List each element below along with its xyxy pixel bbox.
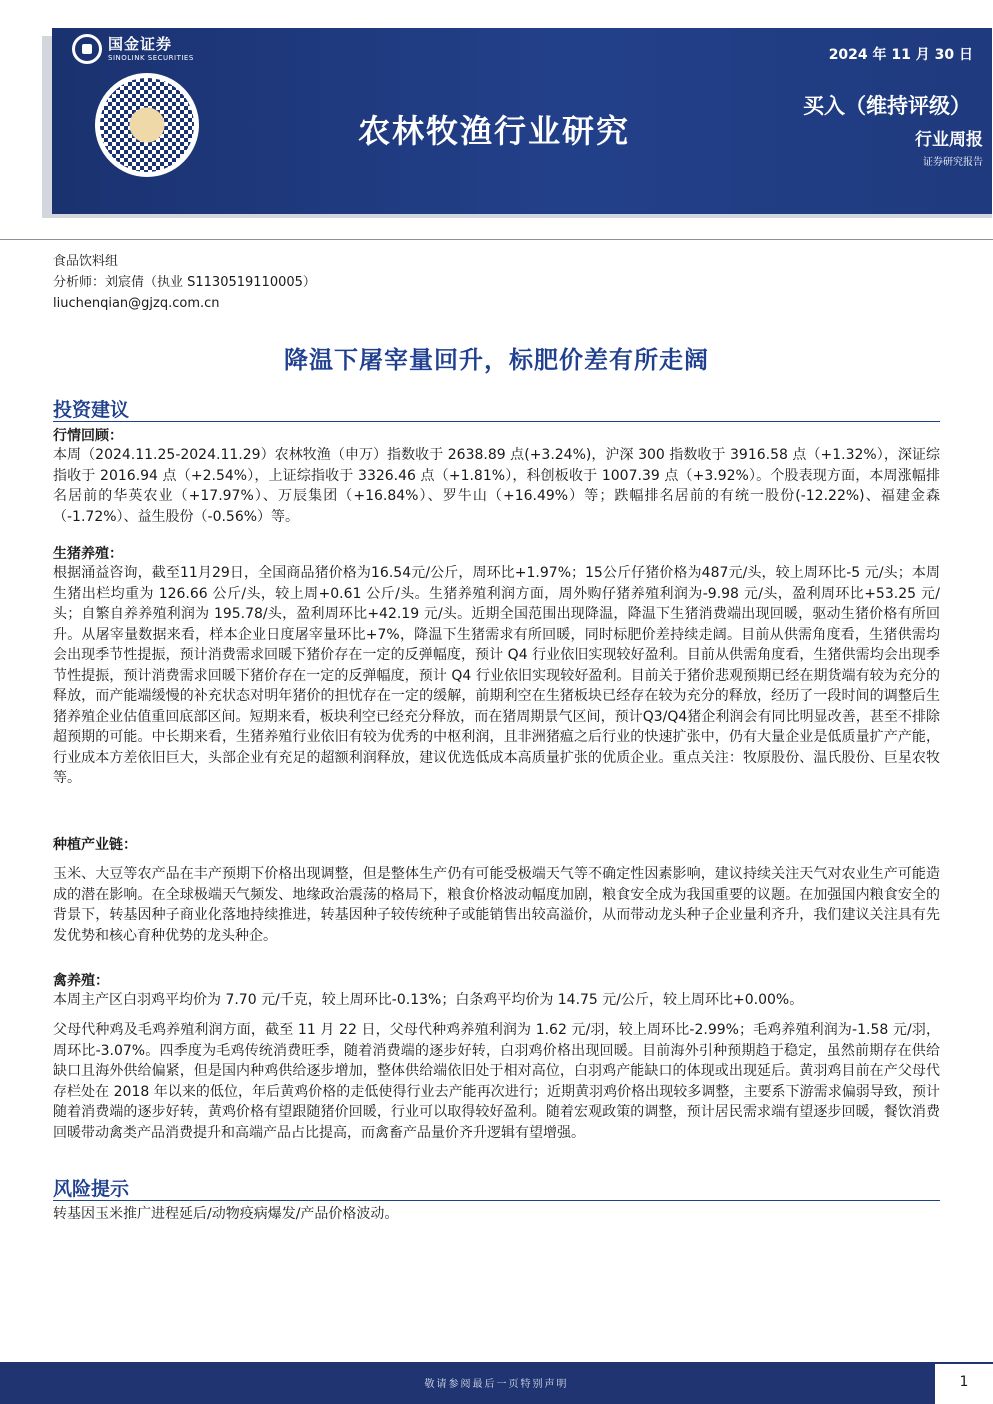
section-title-risk: 风险提示	[53, 1178, 130, 1200]
page-number: 1	[959, 1374, 969, 1390]
section-divider	[53, 1200, 940, 1201]
company-logo	[72, 34, 194, 64]
market-review-text: 本周（2024.11.25-2024.11.29）农林牧渔（申万）指数收于 2638.89 点(+3.24%)，沪深 300 指数收于 3916.58 点（+1.32%），深证综指收于 2016.94 点（+2.54%），上证综指收于 3326.46 点（+1.81%），科创板收于 1007.39 点（+3.92%）。个股表现方面，本周涨幅排名居前的华英农业（+17.97%）、万辰集团（+16.84%）、罗牛山（+16.49%）等；跌幅排名居前的有统一股份(-12.22%)、福建金森（-1.72%）、益生股份（-0.56%）等。	[53, 447, 940, 525]
subsection-pig-title: 生猪养殖：	[53, 546, 123, 562]
section-title-invest: 投资建议	[53, 399, 130, 421]
rating: 买入（维持评级）	[803, 94, 971, 118]
logo-cn: 国金证券	[108, 34, 173, 53]
report-date: 2024 年 11 月 30 日	[828, 47, 973, 63]
header-divider	[0, 239, 993, 240]
pig-farming-text: 根据涌益咨询，截至11月29日，全国商品猪价格为16.54元/公斤，周环比+1.97%；15公斤仔猪价格为487元/头，较上周环比-5 元/头；本周生猪出栏均重为 126.66 公斤/头，较上周+0.61 公斤/头。生猪养殖利润方面，周外购仔猪养殖利润为-9.98 元/头，盈利周环比+53.25 元/头；自繁自养养殖利润为 195.78/头，盈利周环比+42.19 元/头。近期全国范围出现降温，降温下生猪消费端出现回暖，驱动生猪价格有所回升。从屠宰量数据来看，样本企业日度屠宰量环比+7%，降温下生猪需求有所回暖，同时标肥价差持续走阔。目前从供需角度看，生猪供需均会出现季节性提振，预计消费需求回暖下猪价存在一定的反弹幅度，预计 Q4 行业依旧实现较好盈利。目前从供需角度看，生猪供需均会出现季节性提振，预计消费需求回暖下猪价存在一定的反弹幅度，预计 Q4 行业依旧实现较好盈利。目前关于猪价悲观预期已经在期货端有较为充分的释放，而产能端缓慢的补充状态对明年猪价的担忧存在一定的缓解，前期利空在生猪板块已经存在较为充分的释放，经历了一段时间的调整后生猪养殖企业估值重回底部区间。短期来看，板块利空已经充分释放，而在猪周期景气区间，预计Q3/Q4猪企利润会有同比明显改善，甚至不排除超预期的可能。中长期来看，生猪养殖行业依旧有较为优秀的中枢利润，且非洲猪瘟之后行业的快速扩张中，仍有大量企业是低质量扩产产能，行业成本方差依旧巨大，头部企业有充足的超额利润释放，建议优选低成本高质量扩张的优质企业。重点关注：牧原股份、温氏股份、巨星农牧等。	[53, 565, 940, 786]
report-headline: 降温下屠宰量回升，标肥价差有所走阔	[284, 346, 709, 374]
footer-disclaimer-note: 敬请参阅最后一页特别声明	[424, 1379, 569, 1390]
report-type: 行业周报	[915, 130, 983, 150]
crop-chain-text: 玉米、大豆等农产品在丰产预期下价格出现调整，但是整体生产仍有可能受极端天气等不确定性因素影响，建议持续关注天气对农业生产可能造成的潜在影响。在全球极端天气频发、地缘政治震荡的格局下，粮食价格波动幅度加剧，粮食安全成为我国重要的议题。在加强国内粮食安全的背景下，转基因种子商业化落地持续推进，转基因种子较传统种子或能销售出较高溢价，从而带动龙头种子企业量利齐升，我们建议关注具有先发优势和核心育种优势的龙头种企。	[53, 866, 940, 944]
research-group: 食品饮料组	[53, 254, 119, 269]
qr-code-icon	[95, 73, 199, 177]
report-title: 农林牧渔行业研究	[358, 112, 631, 150]
section-divider	[53, 421, 940, 422]
subsection-market-title: 行情回顾：	[53, 428, 123, 444]
poultry-profit-text: 父母代种鸡及毛鸡养殖利润方面，截至 11 月 22 日，父母代种鸡养殖利润为 1.62 元/羽，较上周环比-2.99%；毛鸡养殖利润为-1.58 元/羽，周环比-3.07%。四季度为毛鸡传统消费旺季，随着消费端的逐步好转，白羽鸡价格出现回暖。目前海外引种预期趋于稳定，虽然前期存在供给缺口且海外供给偏紧，但是国内种鸡供给逐步增加，整体供给端依旧处于相对高位，白羽鸡产能缺口的体现或出现延后。黄羽鸡目前在产父母代存栏处在 2018 年以来的低位，年后黄鸡价格的走低使得行业去产能再次进行；近期黄羽鸡价格出现较多调整，主要系下游需求偏弱导致，预计随着消费端的逐步好转，黄鸡价格有望跟随猪价回暖，行业可以取得较好盈利。随着宏观政策的调整，预计居民需求端有望逐步回暖，餐饮消费回暖带动禽类产品消费提升和高端产品占比提高，而禽畜产品量价齐升逻辑有望增强。	[53, 1022, 940, 1141]
analyst-name: 分析师：刘宸倩（执业 S1130519110005）	[53, 275, 316, 290]
report-subtype: 证券研究报告	[923, 157, 983, 168]
analyst-info	[53, 251, 316, 314]
logo-en: SINOLINK SECURITIES	[108, 53, 194, 62]
subsection-crop-title: 种植产业链：	[53, 837, 137, 853]
risk-text: 转基因玉米推广进程延后/动物疫病爆发/产品价格波动。	[53, 1206, 399, 1222]
analyst-email: liuchenqian@gjzq.com.cn	[53, 296, 220, 311]
subsection-poultry-title: 禽养殖：	[53, 973, 109, 989]
poultry-price-text: 本周主产区白羽鸡平均价为 7.70 元/千克，较上周环比-0.13%；白条鸡平均价为 14.75 元/公斤，较上周环比+0.00%。	[53, 992, 804, 1008]
logo-icon	[72, 34, 102, 64]
